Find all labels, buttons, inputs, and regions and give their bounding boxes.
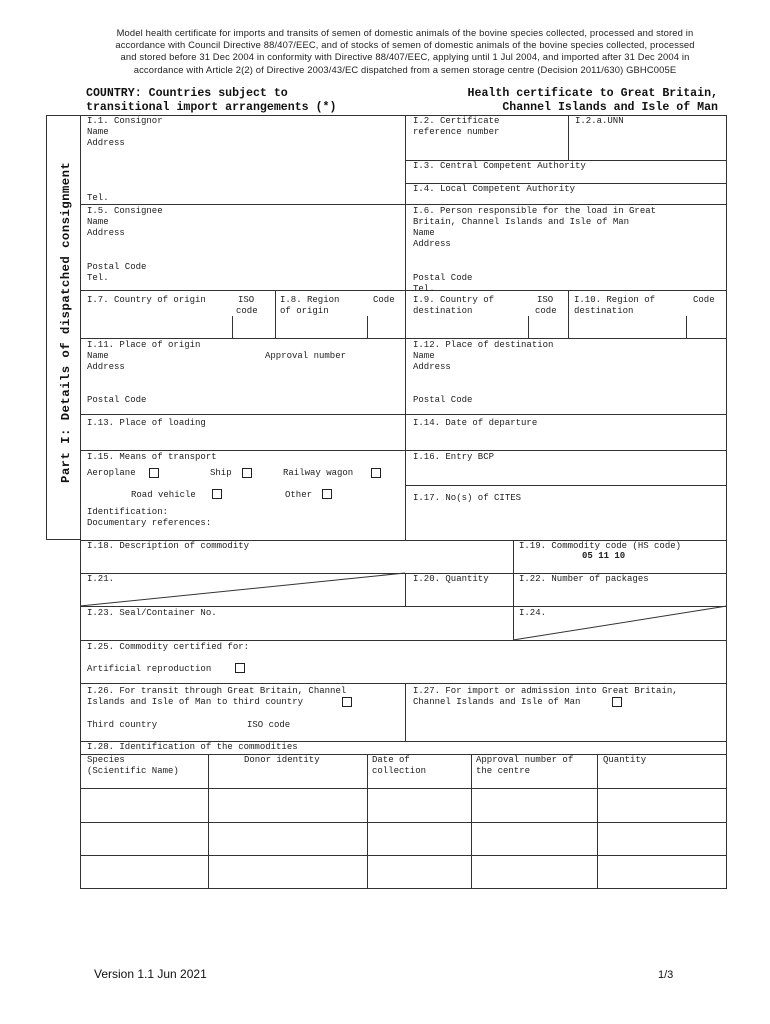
i16-label: I.16. Entry BCP bbox=[413, 452, 495, 462]
i20-label: I.20. Quantity bbox=[413, 574, 489, 584]
i2-label-cont: reference number bbox=[413, 127, 500, 137]
version-label: Version 1.1 Jun 2021 bbox=[94, 967, 207, 981]
i2-label: I.2. Certificate bbox=[413, 116, 500, 126]
i4-label: I.4. Local Competent Authority bbox=[413, 184, 576, 194]
i6-name: Name bbox=[413, 228, 435, 238]
iso-code-label: ISO code bbox=[247, 720, 291, 730]
i8-label-cont: of origin bbox=[280, 306, 329, 316]
i18-label: I.18. Description of commodity bbox=[87, 541, 250, 551]
i21-label: I.21. bbox=[87, 574, 115, 584]
other-label: Other bbox=[285, 490, 313, 500]
description-line: Model health certificate for imports and transits of semen of domestic animals of the bovine species collected, processed and stored in bbox=[116, 27, 694, 38]
i5-label: I.5. Consignee bbox=[87, 206, 163, 216]
i11-address: Address bbox=[87, 362, 125, 372]
description-line: accordance with Council Directive 88/407/EEC, and of stocks of semen of domestic animals of the bovine species collected, processed bbox=[115, 39, 695, 51]
i11-approval: Approval number bbox=[265, 351, 347, 361]
aeroplane-checkbox[interactable] bbox=[149, 468, 159, 478]
col-species-sub: (Scientific Name) bbox=[87, 766, 179, 776]
i27-label-cont: Channel Islands and Isle of Man bbox=[413, 697, 581, 707]
country-title-cont: transitional import arrangements (*) bbox=[86, 101, 337, 114]
col-quantity: Quantity bbox=[603, 755, 647, 765]
transit-checkbox[interactable] bbox=[342, 697, 352, 707]
i9-iso: ISO bbox=[537, 295, 554, 305]
import-checkbox[interactable] bbox=[612, 697, 622, 707]
description-line: and stored before 31 Dec 2004 in conformity with Directive 88/407/EEC, applying until 1 Jul 2004, and imported after 31 Dec 2004 in bbox=[120, 51, 690, 63]
i5-name: Name bbox=[87, 217, 109, 227]
i5-postal: Postal Code bbox=[87, 262, 147, 272]
i17-label: I.17. No(s) of CITES bbox=[413, 493, 522, 503]
i11-postal: Postal Code bbox=[87, 395, 147, 405]
col-approval-sub: the centre bbox=[476, 766, 531, 776]
i12-label: I.12. Place of destination bbox=[413, 340, 554, 350]
artificial-reproduction-label: Artificial reproduction bbox=[87, 664, 212, 674]
i26-label-cont: Islands and Isle of Man to third country bbox=[87, 697, 304, 707]
i8-label: I.8. Region bbox=[280, 295, 340, 305]
i7-iso: ISO bbox=[238, 295, 255, 305]
description-line: accordance with Article 2(2) of Directive 2003/43/EC dispatched from a semen storage centre (Decision 2011/630) GBHC005E bbox=[133, 63, 677, 75]
i7-label: I.7. Country of origin bbox=[87, 295, 206, 305]
col-donor-identity: Donor identity bbox=[244, 755, 320, 765]
i1-name: Name bbox=[87, 127, 109, 137]
artificial-reproduction-checkbox[interactable] bbox=[235, 663, 245, 673]
aeroplane-label: Aeroplane bbox=[87, 468, 136, 478]
page-number: 1/3 bbox=[658, 969, 674, 981]
i10-code: Code bbox=[693, 295, 715, 305]
i9-iso-code: code bbox=[535, 306, 557, 316]
railway-wagon-checkbox[interactable] bbox=[371, 468, 381, 478]
i6-tel: Tel. bbox=[413, 284, 435, 294]
i12-address: Address bbox=[413, 362, 451, 372]
i6-postal: Postal Code bbox=[413, 273, 473, 283]
road-vehicle-label: Road vehicle bbox=[131, 490, 196, 500]
i22-label: I.22. Number of packages bbox=[519, 574, 649, 584]
col-date-sub: collection bbox=[372, 766, 427, 776]
i12-name: Name bbox=[413, 351, 435, 361]
col-species: Species bbox=[87, 755, 125, 765]
table-cell[interactable] bbox=[81, 789, 207, 821]
other-checkbox[interactable] bbox=[322, 489, 332, 499]
country-title: COUNTRY: Countries subject to bbox=[86, 87, 288, 100]
railway-wagon-label: Railway wagon bbox=[283, 468, 354, 478]
i27-label: I.27. For import or admission into Great Britain, bbox=[413, 686, 678, 696]
i11-name: Name bbox=[87, 351, 109, 361]
i6-label: I.6. Person responsible for the load in Great bbox=[413, 206, 657, 216]
i12-postal: Postal Code bbox=[413, 395, 473, 405]
i26-label: I.26. For transit through Great Britain, Channel bbox=[87, 686, 347, 696]
hs-code-value: 05 11 10 bbox=[582, 551, 626, 561]
certificate-title-cont: Channel Islands and Isle of Man bbox=[502, 101, 718, 114]
i2a-label: I.2.a.UNN bbox=[575, 116, 624, 126]
i15-label: I.15. Means of transport bbox=[87, 452, 217, 462]
third-country-label: Third country bbox=[87, 720, 158, 730]
i5-tel: Tel. bbox=[87, 273, 109, 283]
i1-label: I.1. Consignor bbox=[87, 116, 163, 126]
i9-label-cont: destination bbox=[413, 306, 473, 316]
ship-checkbox[interactable] bbox=[242, 468, 252, 478]
table-cell[interactable] bbox=[81, 823, 207, 854]
i11-label: I.11. Place of origin bbox=[87, 340, 201, 350]
i3-label: I.3. Central Competent Authority bbox=[413, 161, 586, 171]
i5-address: Address bbox=[87, 228, 125, 238]
i10-label-cont: destination bbox=[574, 306, 634, 316]
i1-tel: Tel. bbox=[87, 193, 109, 203]
i9-label: I.9. Country of bbox=[413, 295, 495, 305]
col-approval: Approval number of bbox=[476, 755, 574, 765]
i10-label: I.10. Region of bbox=[574, 295, 656, 305]
i13-label: I.13. Place of loading bbox=[87, 418, 206, 428]
i1-address: Address bbox=[87, 138, 125, 148]
i14-label: I.14. Date of departure bbox=[413, 418, 538, 428]
i28-label: I.28. Identification of the commodities bbox=[87, 742, 298, 752]
i25-label: I.25. Commodity certified for: bbox=[87, 642, 250, 652]
i23-label: I.23. Seal/Container No. bbox=[87, 608, 217, 618]
ship-label: Ship bbox=[210, 468, 232, 478]
i7-iso-code: code bbox=[236, 306, 258, 316]
i8-code: Code bbox=[373, 295, 395, 305]
certificate-title: Health certificate to Great Britain, bbox=[467, 87, 718, 100]
i6-address: Address bbox=[413, 239, 451, 249]
i6-label-cont: Britain, Channel Islands and Isle of Man bbox=[413, 217, 630, 227]
road-vehicle-checkbox[interactable] bbox=[212, 489, 222, 499]
i19-label: I.19. Commodity code (HS code) bbox=[519, 541, 682, 551]
col-date: Date of bbox=[372, 755, 410, 765]
table-cell[interactable] bbox=[81, 856, 207, 888]
documentary-references-label: Documentary references: bbox=[87, 518, 212, 528]
i24-label: I.24. bbox=[519, 608, 547, 618]
identification-label: Identification: bbox=[87, 507, 169, 517]
part-i-label: Part I: Details of dispatched consignment bbox=[59, 161, 73, 483]
